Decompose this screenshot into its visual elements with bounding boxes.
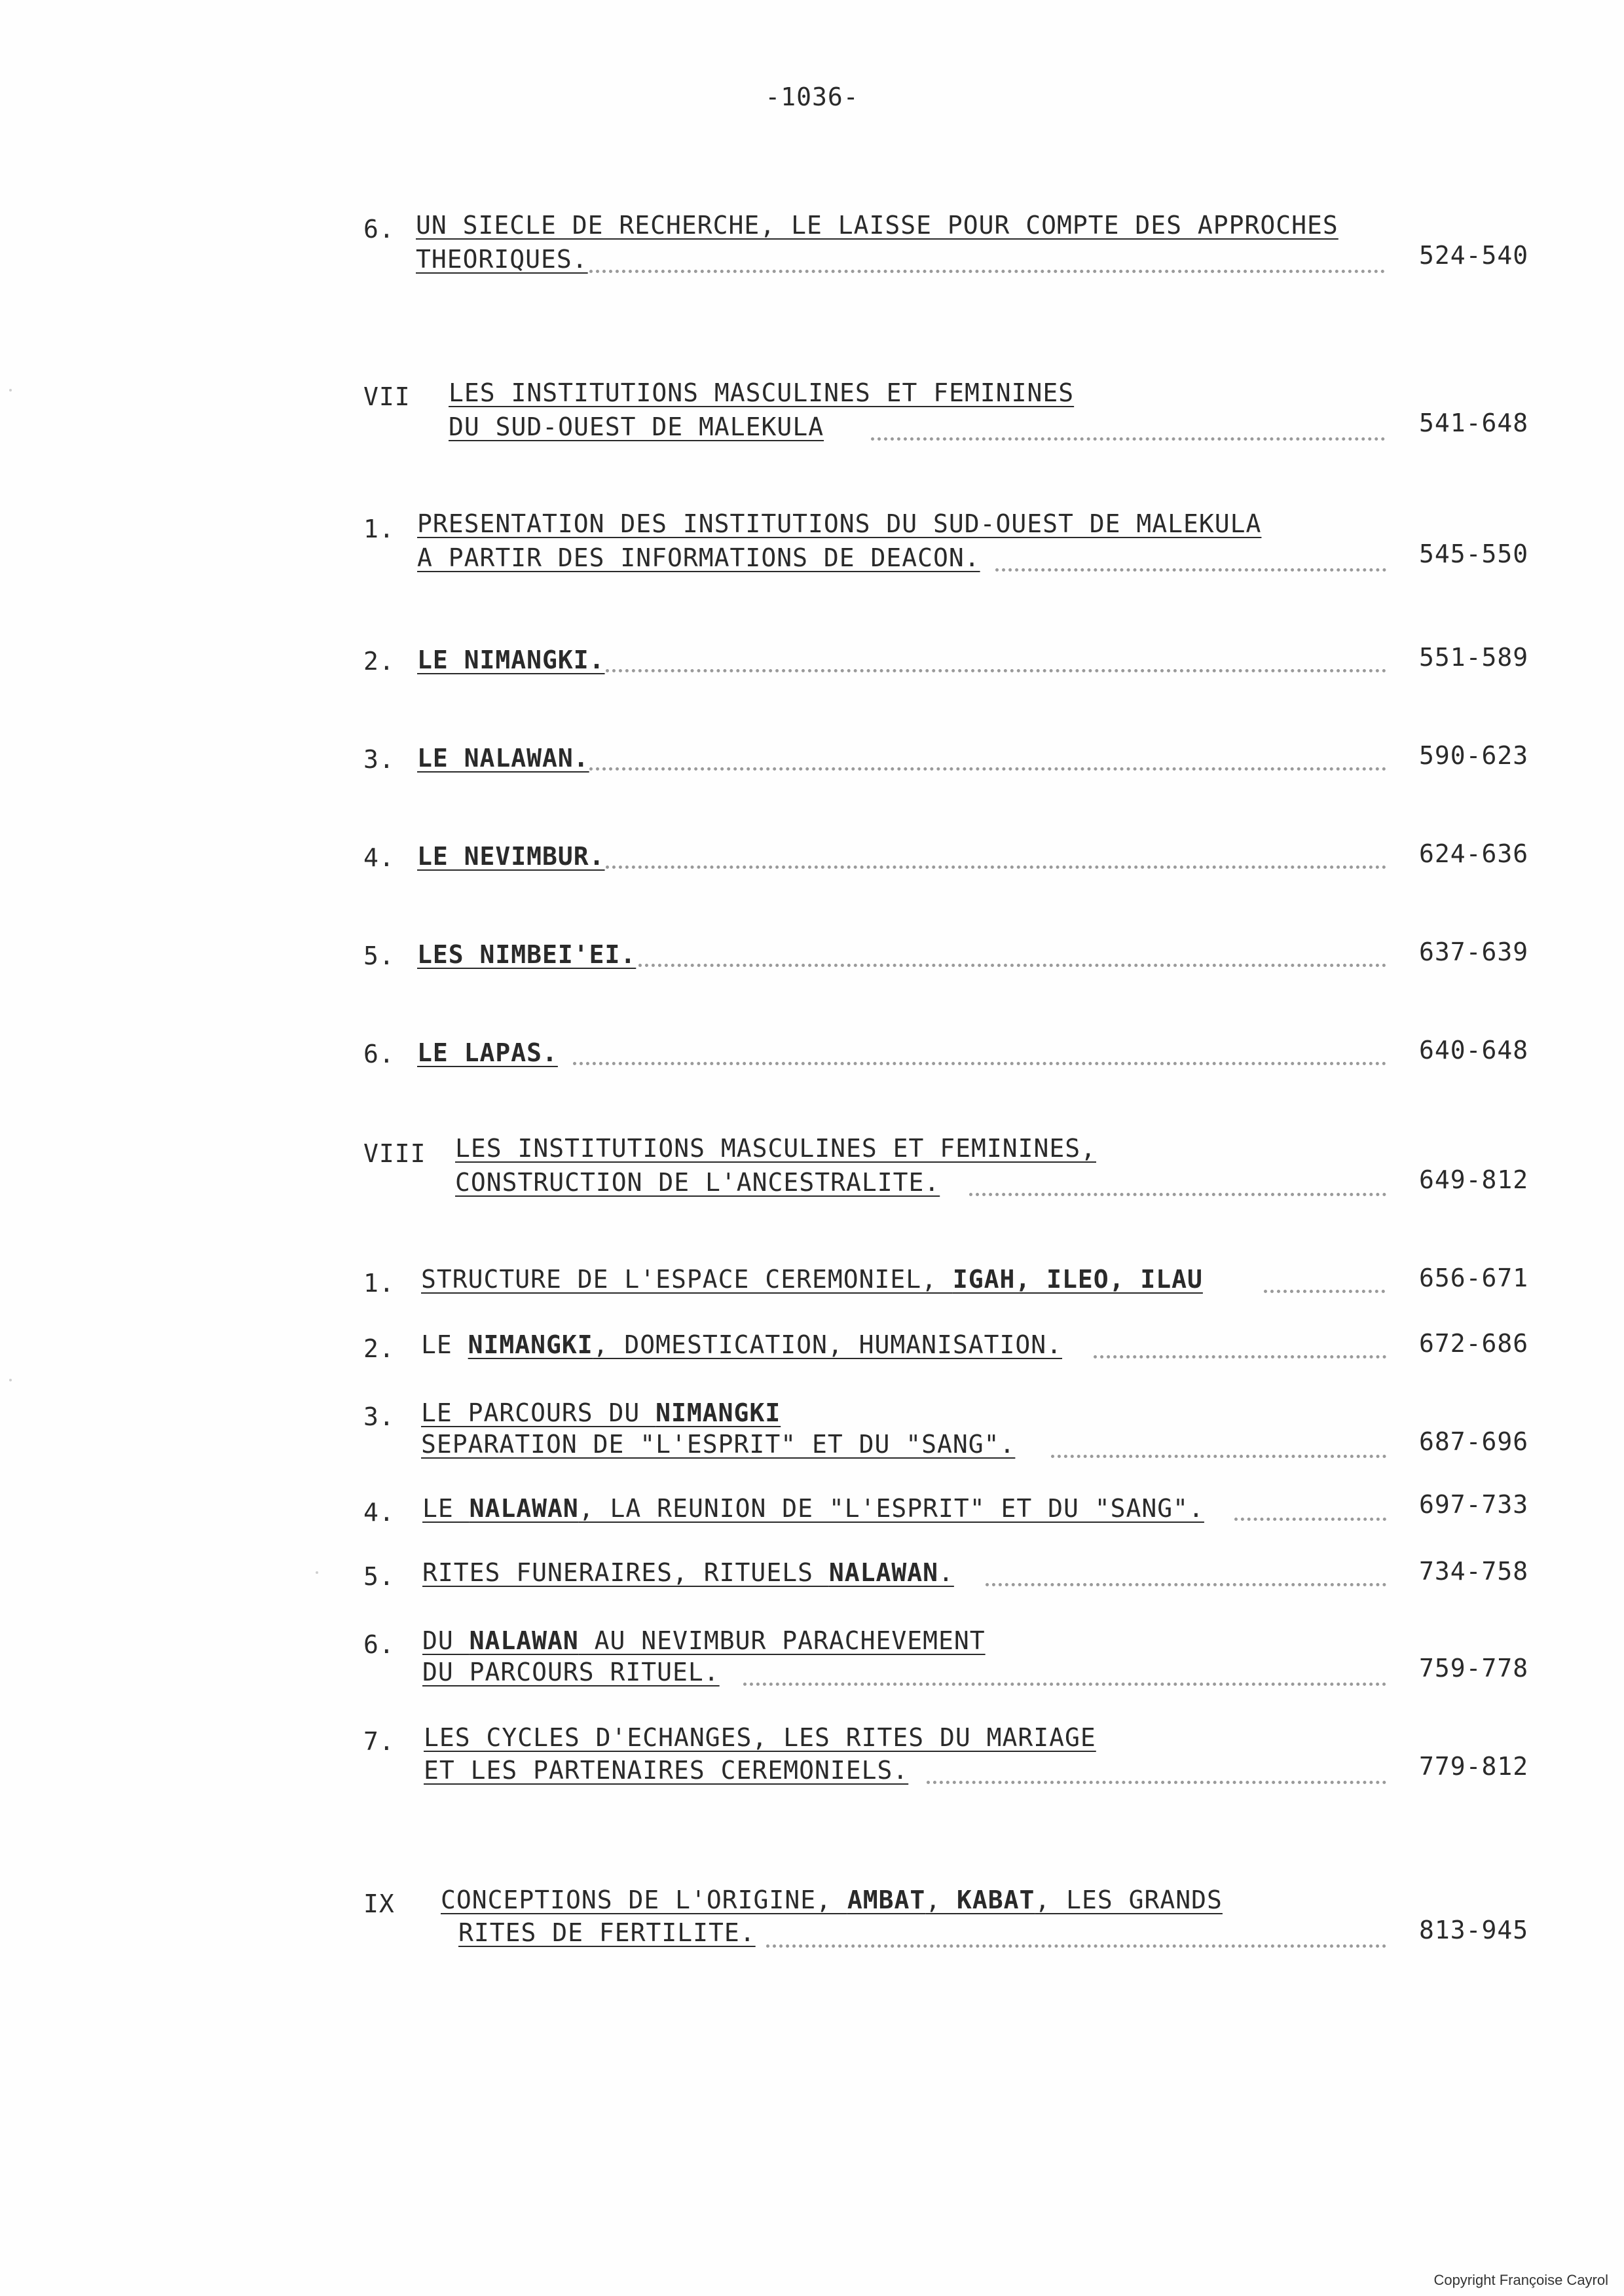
page-range: 590-623 <box>1419 741 1529 770</box>
entry-title-emphasis: NALAWAN <box>828 1558 938 1587</box>
toc-entry <box>363 1036 1542 1095</box>
toc-entry <box>363 1262 1542 1321</box>
entry-title <box>422 1626 986 1655</box>
entry-number: 5. <box>363 1562 395 1591</box>
section-title-continued: DU SUD-OUEST DE MALEKULA <box>449 412 824 441</box>
entry-number: 2. <box>363 1334 395 1363</box>
page-range: 672-686 <box>1419 1329 1529 1358</box>
dot-leader <box>986 1583 1386 1586</box>
scan-speck <box>9 1379 12 1381</box>
entry-title-text: LE <box>422 1494 470 1523</box>
entry-title <box>422 1558 954 1587</box>
page-range: 779-812 <box>1419 1752 1529 1781</box>
scan-speck <box>9 389 12 392</box>
entry-title-continued: DU PARCOURS RITUEL. <box>422 1658 720 1686</box>
entry-title-emphasis: NIMANGKI <box>655 1398 781 1427</box>
entry-number: 6. <box>363 1630 395 1659</box>
entry-title-continued: SEPARATION DE "L'ESPRIT" ET DU "SANG". <box>421 1430 1016 1459</box>
page-range: 656-671 <box>1419 1264 1529 1292</box>
page-range: 734-758 <box>1419 1557 1529 1586</box>
toc-entry <box>363 1490 1542 1549</box>
entry-title: LES CYCLES D'ECHANGES, LES RITES DU MARIAGE <box>424 1723 1096 1752</box>
toc-section-entry <box>363 378 1542 441</box>
page-range: 524-540 <box>1419 241 1529 270</box>
dot-leader <box>995 568 1386 572</box>
section-title-text: , <box>925 1886 957 1914</box>
copyright-notice: Copyright Françoise Cayrol <box>1433 2272 1608 2288</box>
dot-leader <box>1234 1518 1386 1521</box>
entry-title: LE NEVIMBUR. <box>417 842 605 871</box>
toc-entry <box>363 839 1542 898</box>
entry-title <box>421 1265 1203 1294</box>
toc-entry <box>363 1723 1542 1785</box>
toc-entry <box>363 938 1542 996</box>
entry-title <box>421 1330 1062 1359</box>
entry-number: 2. <box>363 647 395 676</box>
page-range: 813-945 <box>1419 1916 1529 1944</box>
entry-number: 1. <box>363 515 395 543</box>
section-numeral: IX <box>363 1889 395 1918</box>
dot-leader <box>969 1193 1386 1196</box>
entry-title: LE LAPAS. <box>417 1038 558 1067</box>
entry-title-text: DU <box>422 1626 470 1655</box>
page-range: 649-812 <box>1419 1165 1529 1194</box>
section-title: LES INSTITUTIONS MASCULINES ET FEMININES <box>449 378 1075 407</box>
entry-title-continued: A PARTIR DES INFORMATIONS DE DEACON. <box>417 543 980 572</box>
section-title-emphasis: KABAT <box>956 1886 1035 1914</box>
toc-entry <box>363 741 1542 800</box>
section-title-text: CONCEPTIONS DE L'ORIGINE, <box>441 1886 847 1914</box>
section-title <box>441 1886 1223 1914</box>
page-range: 637-639 <box>1419 938 1529 966</box>
entry-title-emphasis: NALAWAN <box>469 1494 579 1523</box>
entry-number: 3. <box>363 745 395 774</box>
entry-number: 4. <box>363 843 395 872</box>
dot-leader <box>606 866 1386 869</box>
entry-title-emphasis: IGAH, ILEO, ILAU <box>952 1265 1203 1294</box>
toc-entry <box>363 643 1542 702</box>
section-title-continued: RITES DE FERTILITE. <box>458 1918 756 1947</box>
dot-leader <box>589 270 1385 273</box>
entry-title-text: STRUCTURE DE L'ESPACE CEREMONIEL, <box>421 1265 953 1294</box>
entry-number: 7. <box>363 1727 395 1756</box>
entry-title-text: , LA REUNION DE "L'ESPRIT" ET DU "SANG". <box>578 1494 1204 1523</box>
entry-title-text: AU NEVIMBUR PARACHEVEMENT <box>578 1626 986 1655</box>
toc-section-entry <box>363 1134 1542 1197</box>
section-numeral: VII <box>363 382 411 411</box>
section-title-continued: CONSTRUCTION DE L'ANCESTRALITE. <box>455 1168 940 1197</box>
section-title-emphasis: AMBAT <box>847 1886 926 1914</box>
entry-title-text: . <box>938 1558 954 1587</box>
dot-leader <box>927 1781 1386 1784</box>
entry-title: LE NIMANGKI. <box>417 646 605 674</box>
dot-leader <box>573 1062 1386 1065</box>
page-range: 545-550 <box>1419 539 1529 568</box>
dot-leader <box>638 964 1386 967</box>
entry-number: 4. <box>363 1498 395 1527</box>
entry-title: UN SIECLE DE RECHERCHE, LE LAISSE POUR COMPTE DES APPROCHES <box>416 211 1338 240</box>
entry-title: PRESENTATION DES INSTITUTIONS DU SUD-OUEST DE MALEKULA <box>417 509 1262 538</box>
scan-speck <box>316 1571 318 1574</box>
entry-number: 6. <box>363 215 395 244</box>
toc-entry <box>363 1556 1542 1614</box>
toc-entry <box>363 1626 1542 1685</box>
dot-leader <box>743 1683 1386 1686</box>
toc-entry <box>363 1328 1542 1387</box>
entry-number: 1. <box>363 1269 395 1298</box>
entry-title: LES NIMBEI'EI. <box>417 940 637 969</box>
dot-leader <box>606 669 1386 672</box>
entry-title-emphasis: NIMANGKI <box>468 1330 593 1359</box>
toc-entry <box>363 211 1542 274</box>
section-title-text: , LES GRANDS <box>1035 1886 1223 1914</box>
dot-leader <box>871 437 1385 441</box>
page-range: 624-636 <box>1419 839 1529 868</box>
entry-title: LE NALAWAN. <box>417 744 589 773</box>
page-range: 759-778 <box>1419 1654 1529 1683</box>
entry-title-continued: THEORIQUES. <box>416 245 588 274</box>
toc-section-entry <box>363 1886 1542 1947</box>
entry-number: 3. <box>363 1402 395 1431</box>
entry-title-text: RITES FUNERAIRES, RITUELS <box>422 1558 829 1587</box>
entry-number: 6. <box>363 1040 395 1068</box>
page-range: 640-648 <box>1419 1036 1529 1065</box>
dot-leader <box>766 1944 1386 1948</box>
page-number: -1036- <box>765 82 859 111</box>
entry-title-emphasis: NALAWAN <box>469 1626 579 1655</box>
entry-title-text: , DOMESTICATION, HUMANISATION. <box>593 1330 1063 1359</box>
page-range: 551-589 <box>1419 643 1529 672</box>
dot-leader <box>589 767 1386 771</box>
entry-title <box>421 1398 781 1427</box>
dot-leader <box>1094 1355 1386 1358</box>
entry-number: 5. <box>363 941 395 970</box>
entry-title-text: LE PARCOURS DU <box>421 1398 656 1427</box>
entry-title-text: LE <box>421 1330 468 1359</box>
dot-leader <box>1264 1290 1385 1293</box>
dot-leader <box>1051 1455 1386 1458</box>
entry-title <box>422 1494 1204 1523</box>
section-title: LES INSTITUTIONS MASCULINES ET FEMININES, <box>455 1134 1096 1163</box>
page-range: 541-648 <box>1419 409 1529 437</box>
page-range: 687-696 <box>1419 1427 1529 1456</box>
toc-entry <box>363 1398 1542 1457</box>
page-range: 697-733 <box>1419 1490 1529 1519</box>
entry-title-continued: ET LES PARTENAIRES CEREMONIELS. <box>424 1756 909 1785</box>
section-numeral: VIII <box>363 1139 426 1168</box>
toc-entry <box>363 509 1542 572</box>
